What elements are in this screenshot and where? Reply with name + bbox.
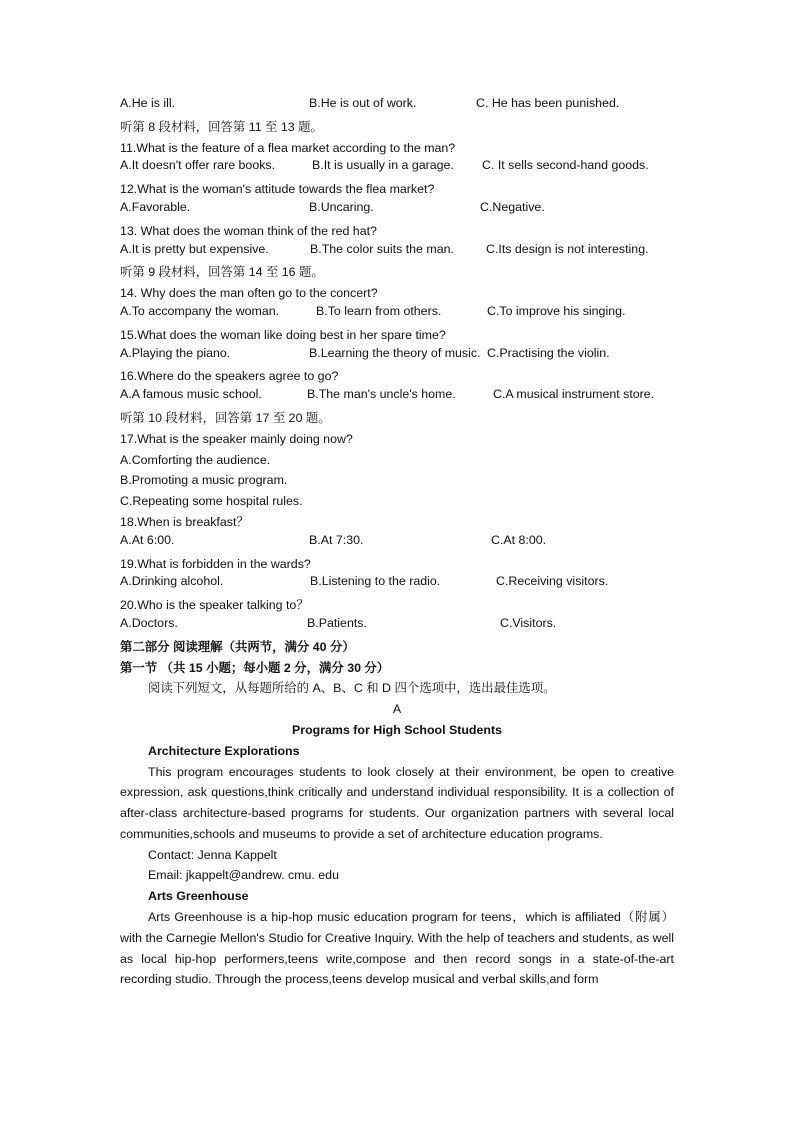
option-b[interactable]: B.He is out of work. — [309, 96, 417, 110]
program1-body: This program encourages students to look closely at their environment, be open to creative expression, ask questions,think critically and understand individual responsibility. It is a collection of after-class architecture-based programs for students. Our organization partners with several local communities,schools and museums to provide a set of architecture education programs. — [120, 764, 674, 841]
q16-question: 16.Where do the speakers agree to go? — [120, 369, 339, 384]
q18-options — [120, 533, 674, 554]
q19-question: 19.What is forbidden in the wards? — [120, 556, 311, 571]
option-a[interactable]: A.A famous music school. — [120, 387, 262, 402]
option-c[interactable]: C.At 8:00. — [491, 532, 547, 547]
q14-question: 14. Why does the man often go to the concert? — [120, 286, 378, 301]
option-a[interactable]: A.Drinking alcohol. — [120, 574, 224, 589]
section8-header: 听第 8 段材料，回答第 11 至 13 题。 — [120, 119, 323, 134]
option-c[interactable]: C. It sells second-hand goods. — [482, 158, 649, 173]
option-c[interactable]: C.Negative. — [480, 199, 545, 214]
option-a[interactable]: A.Favorable. — [120, 199, 191, 214]
option-b[interactable]: B.The man's uncle's home. — [307, 387, 456, 402]
passage-title: Programs for High School Students — [292, 722, 502, 737]
q20-question: 20.Who is the speaker talking to？ — [120, 598, 309, 613]
q12-question: 12.What is the woman's attitude towards the flea market? — [120, 182, 435, 197]
option-c[interactable]: C.Its design is not interesting. — [486, 241, 649, 256]
option-b[interactable]: B.At 7:30. — [309, 532, 364, 547]
instruction: 阅读下列短文，从每题所给的 A、B、C 和 D 四个选项中，选出最佳选项。 — [148, 681, 556, 696]
q18-question: 18.When is breakfast？ — [120, 514, 249, 529]
q17-option-c[interactable]: C.Repeating some hospital rules. — [120, 494, 303, 509]
option-a[interactable]: A.It is pretty but expensive. — [120, 241, 269, 256]
option-a[interactable]: A.He is ill. — [120, 96, 176, 110]
section1-title: 第一节 （共 15 小题；每小题 2 分，满分 30 分） — [120, 660, 390, 675]
option-a[interactable]: A.Playing the piano. — [120, 345, 231, 360]
program1-contact: Contact: Jenna Kappelt — [148, 847, 277, 862]
q19-options — [120, 574, 674, 595]
q11-question: 11.What is the feature of a flea market according to the man? — [120, 140, 456, 155]
q13-question: 13. What does the woman think of the red hat? — [120, 223, 377, 238]
program2-body: Arts Greenhouse is a hip-hop music education program for teens，which is affiliated（附属）with the Carnegie Mellon's Studio for Creative Inquiry. With the help of teachers and students, as well as local hip-hop performers,teens write,compose and then record songs in a state-of-the-art recording studio. Through the process,teens develop musical and verbal skills,and form — [120, 910, 674, 987]
option-b[interactable]: B.Patients. — [307, 615, 367, 630]
option-b[interactable]: B.Uncaring. — [309, 199, 374, 214]
option-c[interactable]: C.A musical instrument store. — [493, 387, 655, 402]
option-a[interactable]: A.At 6:00. — [120, 532, 175, 547]
section9-header: 听第 9 段材料，回答第 14 至 16 题。 — [120, 265, 324, 280]
passage-letter: A — [392, 702, 402, 717]
section10-header: 听第 10 段材料，回答第 17 至 20 题。 — [120, 410, 331, 425]
program1-email: Email: jkappelt@andrew. cmu. edu — [148, 868, 339, 883]
program1-name: Architecture Explorations — [148, 743, 300, 758]
option-a[interactable]: A.Doctors. — [120, 615, 178, 630]
q11-options — [120, 158, 674, 179]
q17-option-b[interactable]: B.Promoting a music program. — [120, 473, 288, 488]
option-c[interactable]: C.Practising the violin. — [487, 345, 610, 360]
q13-options — [120, 242, 674, 263]
option-b[interactable]: B.The color suits the man. — [310, 241, 454, 256]
part2-title: 第二部分 阅读理解（共两节，满分 40 分） — [120, 639, 355, 654]
option-b[interactable]: B.To learn from others. — [316, 303, 442, 318]
option-b[interactable]: B.Learning the theory of music. — [309, 345, 481, 360]
q10-options — [120, 96, 674, 117]
exam-page — [120, 96, 674, 990]
option-c[interactable]: C.Receiving visitors. — [496, 574, 609, 589]
option-c[interactable]: C. He has been punished. — [476, 96, 620, 110]
q17-question: 17.What is the speaker mainly doing now? — [120, 431, 353, 446]
q15-options — [120, 346, 674, 367]
option-b[interactable]: B.It is usually in a garage. — [312, 158, 454, 173]
q20-options — [120, 616, 674, 637]
q14-options — [120, 304, 674, 325]
q17-option-a[interactable]: A.Comforting the audience. — [120, 452, 271, 467]
option-c[interactable]: C.To improve his singing. — [487, 303, 626, 318]
q15-question: 15.What does the woman like doing best in her spare time? — [120, 327, 446, 342]
program2-name: Arts Greenhouse — [148, 889, 249, 904]
option-a[interactable]: A.To accompany the woman. — [120, 303, 280, 318]
option-a[interactable]: A.It doesn't offer rare books. — [120, 158, 276, 173]
q16-options — [120, 387, 674, 408]
option-b[interactable]: B.Listening to the radio. — [310, 574, 441, 589]
q12-options — [120, 200, 674, 221]
option-c[interactable]: C.Visitors. — [500, 615, 557, 630]
